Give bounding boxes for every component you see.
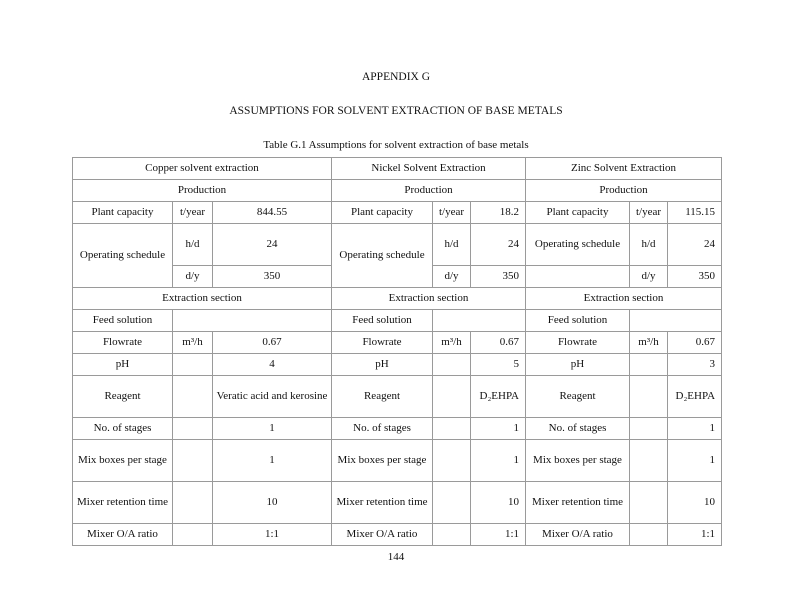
table-row [73, 482, 722, 524]
table-row [73, 180, 722, 202]
row-label: Plant capacity [332, 202, 433, 224]
row-label: Reagent [332, 376, 433, 418]
unit-cell: d/y [433, 266, 471, 288]
unit-cell: t/year [173, 202, 213, 224]
value-cell: 1 [668, 440, 722, 482]
value-cell: 1 [668, 418, 722, 440]
table-row [73, 288, 722, 310]
unit-cell: m³/h [630, 332, 668, 354]
unit-cell: t/year [433, 202, 471, 224]
row-label: Operating schedule [332, 224, 433, 288]
empty-cell [433, 482, 471, 524]
unit-cell: m³/h [173, 332, 213, 354]
value-cell: 350 [471, 266, 526, 288]
empty-cell [173, 354, 213, 376]
empty-cell [630, 524, 668, 546]
value-cell: 18.2 [471, 202, 526, 224]
value-cell: 10 [668, 482, 722, 524]
empty-cell [630, 440, 668, 482]
empty-cell [173, 440, 213, 482]
unit-cell: d/y [173, 266, 213, 288]
empty-cell [526, 266, 630, 288]
value-cell: 3 [668, 354, 722, 376]
subsection-heading: Extraction section [73, 288, 332, 310]
empty-cell [630, 418, 668, 440]
empty-cell [433, 354, 471, 376]
value-cell: 1 [213, 440, 332, 482]
section-title: Nickel Solvent Extraction [332, 158, 526, 180]
row-label: Operating schedule [73, 224, 173, 288]
row-label: pH [73, 354, 173, 376]
table-row [73, 440, 722, 482]
table-row [73, 202, 722, 224]
row-label: Mixer O/A ratio [332, 524, 433, 546]
empty-cell [630, 354, 668, 376]
row-label: Reagent [73, 376, 173, 418]
table-row [73, 310, 722, 332]
subsection-heading: Extraction section [526, 288, 722, 310]
row-label: Flowrate [73, 332, 173, 354]
value-cell: D₂EHPA [668, 376, 722, 418]
row-label: Feed solution [332, 310, 433, 332]
subsection-heading: Production [526, 180, 722, 202]
empty-cell [173, 310, 332, 332]
value-cell: 1:1 [213, 524, 332, 546]
row-label: pH [526, 354, 630, 376]
row-label: Flowrate [332, 332, 433, 354]
section-title: Zinc Solvent Extraction [526, 158, 722, 180]
empty-cell [173, 418, 213, 440]
empty-cell [630, 310, 722, 332]
value-cell: 0.67 [213, 332, 332, 354]
unit-cell: h/d [173, 224, 213, 266]
unit-cell: d/y [630, 266, 668, 288]
subsection-heading: Extraction section [332, 288, 526, 310]
value-cell: 24 [471, 224, 526, 266]
value-cell: 4 [213, 354, 332, 376]
value-cell: 24 [668, 224, 722, 266]
row-label: Mixer retention time [73, 482, 173, 524]
row-label: Mixer retention time [332, 482, 433, 524]
empty-cell [173, 376, 213, 418]
row-label: Plant capacity [73, 202, 173, 224]
value-cell: 1 [213, 418, 332, 440]
value-cell: 5 [471, 354, 526, 376]
row-label: Mix boxes per stage [73, 440, 173, 482]
empty-cell [433, 376, 471, 418]
value-cell: 115.15 [668, 202, 722, 224]
row-label: Flowrate [526, 332, 630, 354]
table-row [73, 524, 722, 546]
unit-cell: h/d [630, 224, 668, 266]
appendix-subheading: ASSUMPTIONS FOR SOLVENT EXTRACTION OF BASE METALS [229, 105, 563, 117]
unit-cell: t/year [630, 202, 668, 224]
value-cell: 350 [668, 266, 722, 288]
empty-cell [433, 440, 471, 482]
value-cell: 1:1 [668, 524, 722, 546]
row-label: Mixer O/A ratio [526, 524, 630, 546]
subsection-heading: Production [73, 180, 332, 202]
row-label: Mixer O/A ratio [73, 524, 173, 546]
unit-cell: m³/h [433, 332, 471, 354]
value-cell: 844.55 [213, 202, 332, 224]
value-cell: 0.67 [471, 332, 526, 354]
subsection-heading: Production [332, 180, 526, 202]
table-row [73, 418, 722, 440]
row-label: Plant capacity [526, 202, 630, 224]
empty-cell [630, 482, 668, 524]
value-cell: 10 [471, 482, 526, 524]
table-row [73, 376, 722, 418]
table-row [73, 224, 722, 266]
value-cell: Veratic acid and kerosine [213, 376, 332, 418]
value-cell: 10 [213, 482, 332, 524]
table-row [73, 158, 722, 180]
section-title: Copper solvent extraction [73, 158, 332, 180]
row-label: Mix boxes per stage [526, 440, 630, 482]
table-row [73, 332, 722, 354]
row-label: pH [332, 354, 433, 376]
row-label: Feed solution [526, 310, 630, 332]
value-cell: 24 [213, 224, 332, 266]
row-label: No. of stages [73, 418, 173, 440]
value-cell: 350 [213, 266, 332, 288]
empty-cell [630, 376, 668, 418]
page-number: 144 [387, 551, 405, 563]
row-label: No. of stages [332, 418, 433, 440]
table-caption: Table G.1 Assumptions for solvent extraction of base metals [263, 139, 529, 151]
value-cell: 1:1 [471, 524, 526, 546]
row-label: Feed solution [73, 310, 173, 332]
value-cell: 1 [471, 418, 526, 440]
empty-cell [173, 482, 213, 524]
row-label: Reagent [526, 376, 630, 418]
empty-cell [433, 524, 471, 546]
appendix-heading: APPENDIX G [361, 71, 431, 83]
unit-cell: h/d [433, 224, 471, 266]
empty-cell [173, 524, 213, 546]
table-row [73, 354, 722, 376]
row-label: Operating schedule [526, 224, 630, 266]
row-label: No. of stages [526, 418, 630, 440]
value-cell: 0.67 [668, 332, 722, 354]
empty-cell [433, 310, 526, 332]
value-cell: 1 [471, 440, 526, 482]
value-cell: D₂EHPA [471, 376, 526, 418]
row-label: Mixer retention time [526, 482, 630, 524]
assumptions-table [72, 157, 722, 546]
row-label: Mix boxes per stage [332, 440, 433, 482]
empty-cell [433, 418, 471, 440]
